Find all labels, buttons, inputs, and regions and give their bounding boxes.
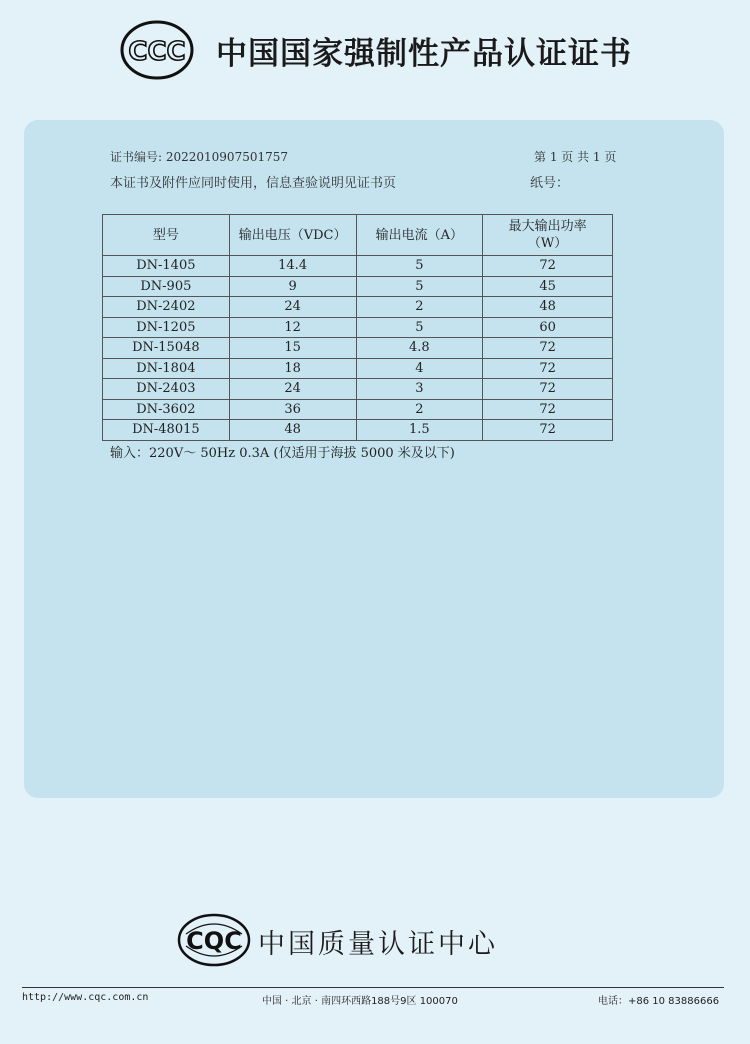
cell-current: 3 bbox=[356, 379, 483, 400]
cell-model: DN-2402 bbox=[103, 297, 230, 318]
footer-divider bbox=[22, 987, 724, 988]
cell-model: DN-48015 bbox=[103, 420, 230, 441]
cell-model: DN-905 bbox=[103, 276, 230, 297]
cell-voltage: 36 bbox=[229, 399, 356, 420]
cell-power: 72 bbox=[483, 399, 613, 420]
header-max-output-power bbox=[483, 215, 613, 256]
table-row bbox=[103, 256, 613, 277]
table-row bbox=[103, 420, 613, 441]
cell-voltage: 18 bbox=[229, 358, 356, 379]
table-row bbox=[103, 358, 613, 379]
cell-power: 72 bbox=[483, 379, 613, 400]
cqc-logo bbox=[176, 912, 252, 968]
footer-address: 中国 · 北京 · 南四环西路188号9区 100070 bbox=[262, 996, 458, 1007]
ccc-logo-text: CCC bbox=[128, 37, 186, 67]
cell-power: 72 bbox=[483, 358, 613, 379]
table-row bbox=[103, 317, 613, 338]
header-max-output-power-unit: （W） bbox=[527, 236, 568, 251]
cell-voltage: 24 bbox=[229, 379, 356, 400]
cell-current: 4.8 bbox=[356, 338, 483, 359]
header-model: 型号 bbox=[103, 215, 230, 256]
cell-current: 1.5 bbox=[356, 420, 483, 441]
cell-voltage: 24 bbox=[229, 297, 356, 318]
page-info: 第 1 页 共 1 页 bbox=[534, 150, 617, 164]
header-max-output-power-label: 最大输出功率 bbox=[508, 219, 587, 234]
cell-power: 72 bbox=[483, 420, 613, 441]
certificate-title: 中国国家强制性产品认证证书 bbox=[216, 36, 632, 72]
cell-model: DN-3602 bbox=[103, 399, 230, 420]
cell-current: 2 bbox=[356, 297, 483, 318]
cell-power: 72 bbox=[483, 256, 613, 277]
cell-current: 5 bbox=[356, 276, 483, 297]
usage-notice: 本证书及附件应同时使用，信息查验说明见证书页 bbox=[110, 176, 397, 191]
table-row bbox=[103, 399, 613, 420]
header-output-current: 输出电流（A） bbox=[356, 215, 483, 256]
cell-power: 72 bbox=[483, 338, 613, 359]
cell-voltage: 48 bbox=[229, 420, 356, 441]
table-row bbox=[103, 338, 613, 359]
cell-power: 48 bbox=[483, 297, 613, 318]
cell-model: DN-2403 bbox=[103, 379, 230, 400]
cell-current: 2 bbox=[356, 399, 483, 420]
table-row bbox=[103, 379, 613, 400]
cell-voltage: 12 bbox=[229, 317, 356, 338]
header-output-voltage: 输出电压（VDC） bbox=[229, 215, 356, 256]
certificate-number: 证书编号: 2022010907501757 bbox=[110, 150, 289, 164]
certificate-header bbox=[0, 0, 750, 110]
cell-model: DN-1405 bbox=[103, 256, 230, 277]
cell-power: 60 bbox=[483, 317, 613, 338]
footer-phone: 电话：+86 10 83886666 bbox=[598, 996, 720, 1007]
table-body bbox=[103, 256, 613, 441]
paper-number-label: 纸号： bbox=[530, 176, 570, 191]
cell-power: 45 bbox=[483, 276, 613, 297]
input-rating-note: 输入：220V～ 50Hz 0.3A (仅适用于海拔 5000 米及以下) bbox=[110, 446, 455, 461]
cell-current: 5 bbox=[356, 317, 483, 338]
cell-current: 5 bbox=[356, 256, 483, 277]
cell-voltage: 15 bbox=[229, 338, 356, 359]
cell-voltage: 9 bbox=[229, 276, 356, 297]
ccc-logo bbox=[120, 20, 194, 80]
cell-model: DN-1205 bbox=[103, 317, 230, 338]
footer-url[interactable]: http://www.cqc.com.cn bbox=[22, 992, 149, 1003]
issuer-name: 中国质量认证中心 bbox=[258, 929, 498, 960]
table-row bbox=[103, 276, 613, 297]
table-row bbox=[103, 297, 613, 318]
table-header-row bbox=[103, 215, 613, 256]
cell-current: 4 bbox=[356, 358, 483, 379]
cell-model: DN-1804 bbox=[103, 358, 230, 379]
model-spec-table bbox=[102, 214, 613, 441]
cell-model: DN-15048 bbox=[103, 338, 230, 359]
cqc-logo-text: CQC bbox=[186, 927, 242, 955]
cell-voltage: 14.4 bbox=[229, 256, 356, 277]
